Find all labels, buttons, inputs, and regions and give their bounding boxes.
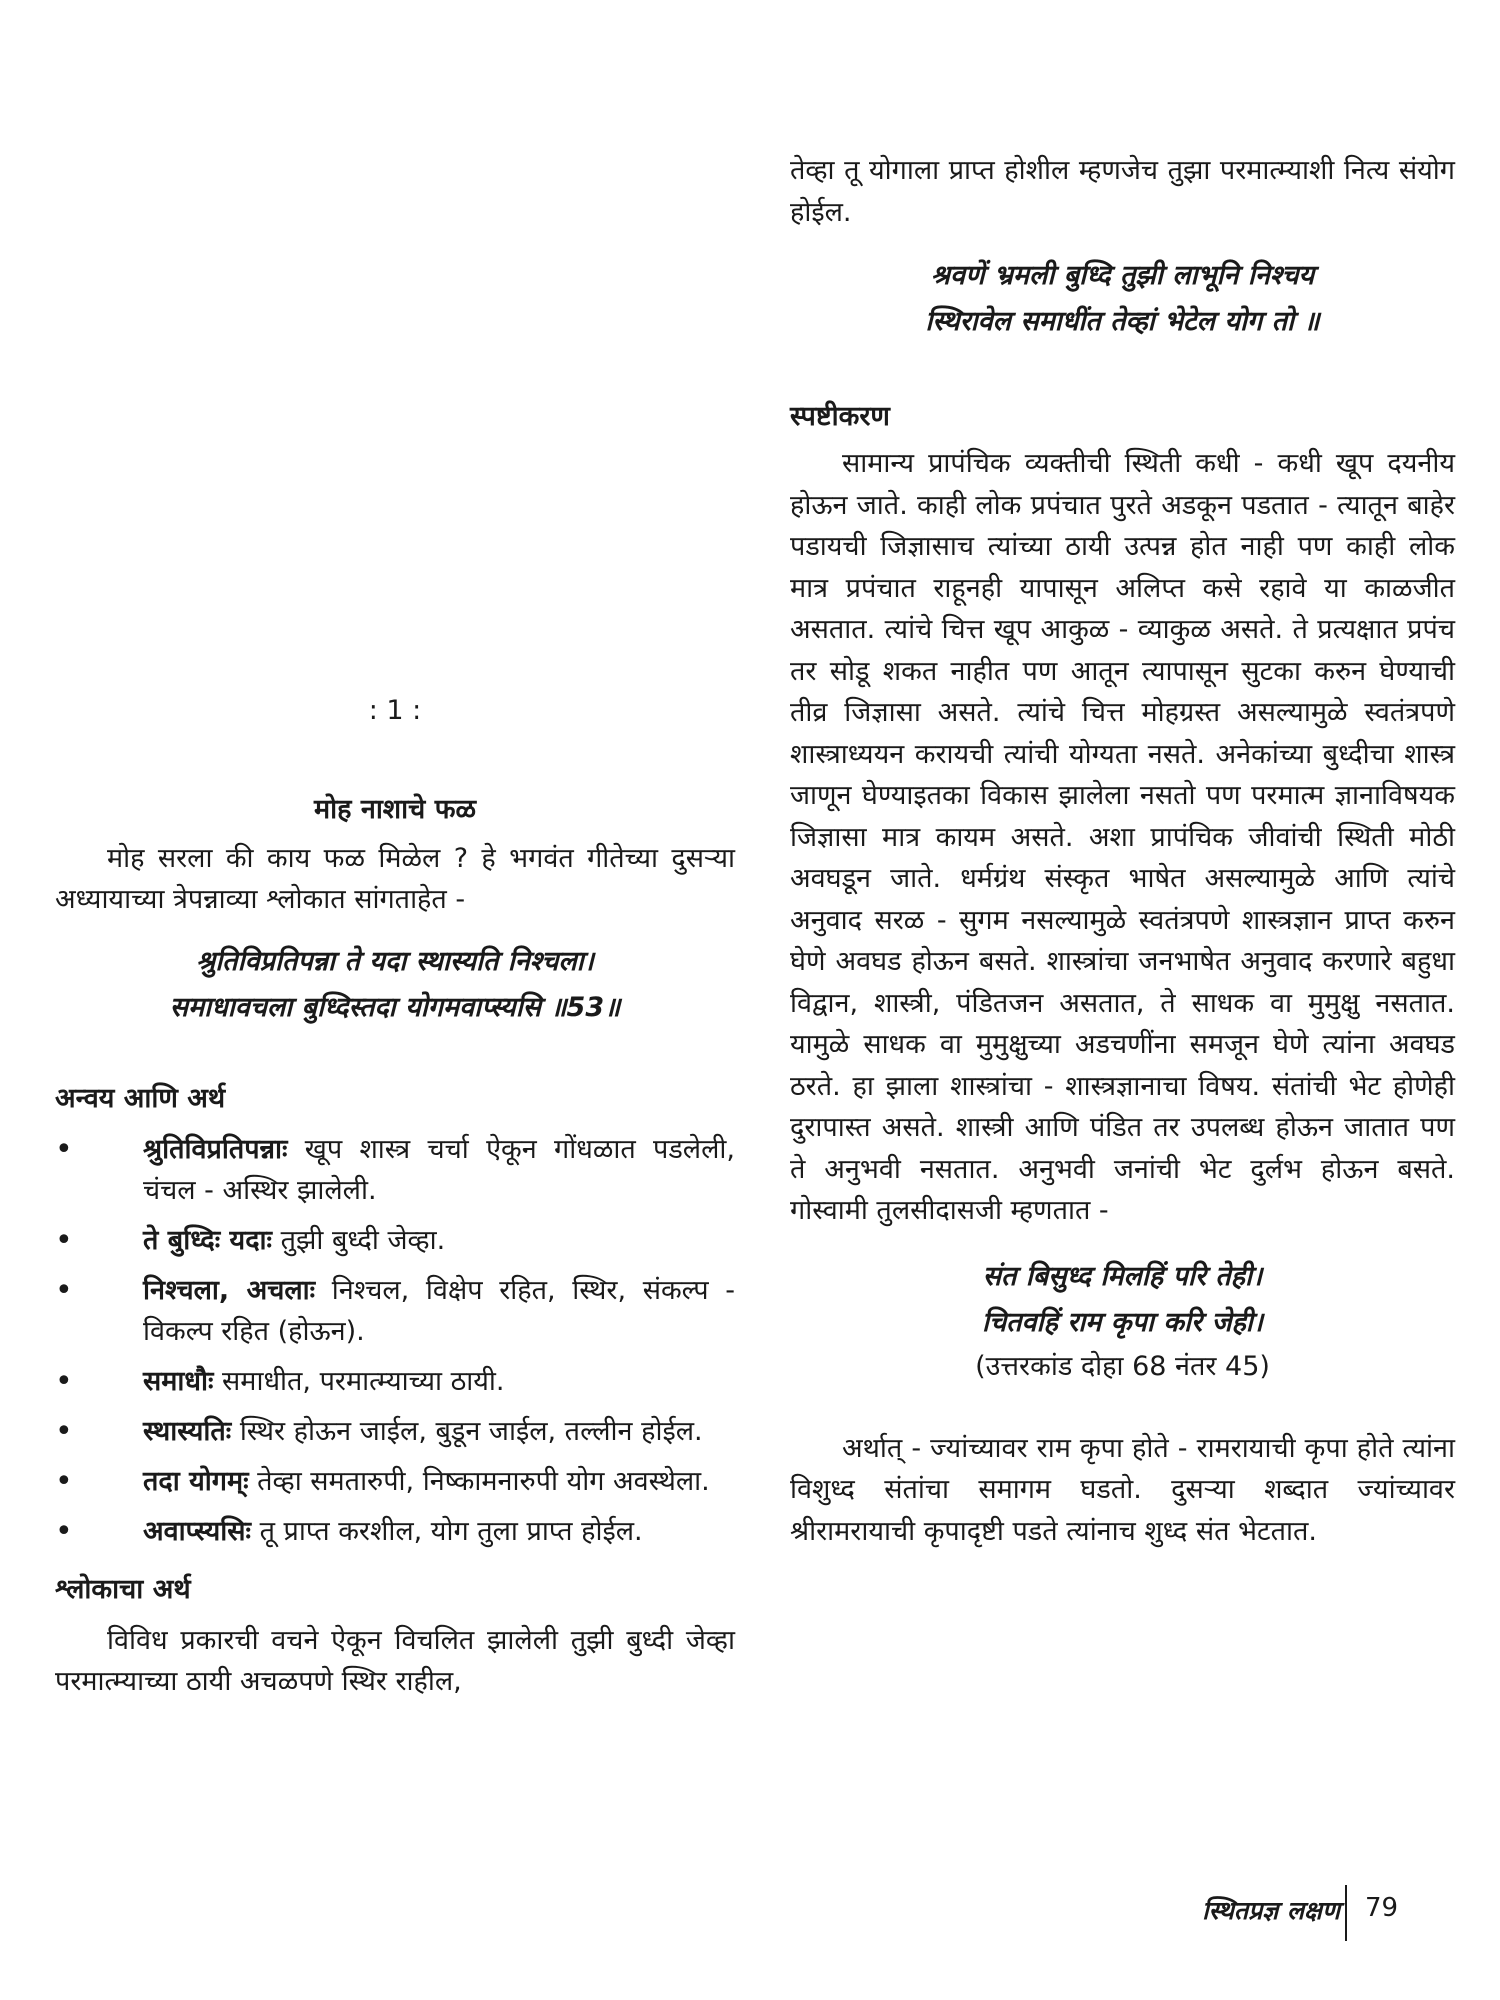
section-title: मोह नाशाचे फळ <box>313 793 477 825</box>
meaning: स्थिर होऊन जाईल, बुडून जाईल, तल्लीन होईल. <box>239 1415 703 1447</box>
verse-line: चितवहिं राम कृपा करि जेही। <box>981 1306 1264 1338</box>
anvay-list <box>55 1129 735 1552</box>
section-heading: स्पष्टीकरण <box>790 401 890 432</box>
anvay-heading: अन्वय आणि अर्थ <box>55 1082 226 1114</box>
term: अवाप्स्यसिः <box>143 1515 251 1547</box>
meaning: खूप शास्त्र चर्चा ऐकून गोंधळात पडलेली, चंचल - अस्थिर झालेली. <box>143 1133 735 1206</box>
continued-paragraph: तेव्हा तू योगाला प्राप्त होशील म्हणजेच तुझा परमात्म्याशी नित्य संयोग होईल. <box>790 155 1455 228</box>
verse-block <box>790 253 1455 345</box>
bullet-icon: • <box>55 1222 73 1258</box>
meaning-paragraph: अर्थात् - ज्यांच्यावर राम कृपा होते - रामरायाची कृपा होते त्यांना विशुध्द संतांचा समागम घडतो. दुसऱ्या शब्दात ज्यांच्यावर श्रीरामरायाची कृपादृष्टी पडते त्यांनाच शुध्द संत भेटतात. <box>790 1432 1455 1547</box>
intro-paragraph: मोह सरला की काय फळ मिळेल ? हे भगवंत गीतेच्या दुसऱ्या अध्यायाच्या त्रेपन्नाव्या श्लोकात सांगताहेत - <box>55 842 735 915</box>
shloka-line: समाधावचला बुध्दिस्तदा योगमवाप्स्यसि ॥53॥ <box>169 991 621 1023</box>
term: समाधौः <box>143 1365 214 1397</box>
left-column <box>55 690 735 1703</box>
verse-line: श्रवणें भ्रमली बुध्दि तुझी लाभूनि निश्चय <box>930 260 1315 291</box>
bullet-icon: • <box>55 1363 73 1399</box>
term: ते बुध्दिः यदाः <box>143 1224 272 1256</box>
list-item <box>55 1411 735 1452</box>
shloka-line: श्रुतिविप्रतिपन्ना ते यदा स्थास्यति निश्चला। <box>196 945 594 977</box>
list-item <box>55 1220 735 1261</box>
verse-line: स्थिरावेल समाधींत तेव्हां भेटेल योग तो ॥ <box>925 306 1320 337</box>
meaning: तुझी बुध्दी जेव्हा. <box>280 1224 446 1256</box>
shloka-meaning-heading: श्लोकाचा अर्थ <box>55 1573 191 1605</box>
term: श्रुतिविप्रतिपन्नाः <box>143 1133 288 1165</box>
list-item <box>55 1270 735 1352</box>
list-item <box>55 1129 735 1211</box>
page-number: 79 <box>1365 1893 1399 1923</box>
bullet-icon: • <box>55 1513 73 1549</box>
running-footer-title: स्थितप्रज्ञ लक्षण <box>1202 1896 1340 1925</box>
term: निश्चला, अचलाः <box>143 1274 316 1306</box>
shloka-meaning-paragraph: विविध प्रकारची वचने ऐकून विचलित झालेली तुझी बुध्दी जेव्हा परमात्म्याच्या ठायी अचळपणे स्थिर राहील, <box>55 1624 735 1697</box>
right-column <box>790 150 1455 1552</box>
list-item <box>55 1461 735 1502</box>
list-item <box>55 1361 735 1402</box>
bullet-icon: • <box>55 1463 73 1499</box>
bullet-icon: • <box>55 1272 73 1308</box>
bullet-icon: • <box>55 1131 73 1167</box>
term: तदा योगम्ः <box>143 1465 249 1497</box>
meaning: तू प्राप्त करशील, योग तुला प्राप्त होईल. <box>259 1515 643 1547</box>
footer-divider <box>1345 1885 1347 1941</box>
quote-block <box>790 1254 1455 1388</box>
page-footer <box>1170 1885 1460 1945</box>
meaning: समाधीत, परमात्म्याच्या ठायी. <box>222 1365 505 1397</box>
meaning: तेव्हा समतारुपी, निष्कामनारुपी योग अवस्थेला. <box>257 1465 710 1497</box>
verse-line: संत बिसुध्द मिलहिं परि तेही। <box>982 1260 1263 1292</box>
list-item <box>55 1511 735 1552</box>
shloka-block <box>55 939 735 1031</box>
bullet-icon: • <box>55 1413 73 1449</box>
meaning: निश्चल, विक्षेप रहित, स्थिर, संकल्प - विकल्प रहित (होऊन). <box>143 1274 735 1347</box>
explanation-paragraph: सामान्य प्रापंचिक व्यक्तीची स्थिती कधी - कधी खूप दयनीय होऊन जाते. काही लोक प्रपंचात पुरते अडकून पडतात - त्यातून बाहेर पडायची जिज्ञासाच त्यांच्या ठायी उत्पन्न होत नाही पण काही लोक मात्र प्रपंचात राहूनही यापासून अलिप्त कसे रहावे या काळजीत असतात. त्यांचे चित्त खूप आकुळ - व्याकुळ असते. ते प्रत्यक्षात प्रपंच तर सोडू शकत नाहीत पण आतून त्यापासून सुटका करुन घेण्याची तीव्र जिज्ञासा असते. त्यांचे चित्त मोहग्रस्त असल्यामुळे स्वतंत्रपणे शास्त्राध्ययन करायची त्यांची योग्यता नसते. अनेकांच्या बुध्दीचा शास्त्र जाणून घेण्याइतका विकास झालेला नसतो पण परमात्म ज्ञानाविषयक जिज्ञासा मात्र कायम असते. अशा प्रापंचिक जीवांची स्थिती मोठी अवघडून जाते. धर्मग्रंथ संस्कृत भाषेत असल्यामुळे आणि त्यांचे अनुवाद सरळ - सुगम नसल्यामुळे स्वतंत्रपणे शास्त्रज्ञान प्राप्त करुन घेणे अवघड होऊन बसते. शास्त्रांचा जनभाषेत अनुवाद करणारे बहुधा विद्वान, शास्त्री, पंडितजन असतात, ते साधक वा मुमुक्षु नसतात. यामुळे साधक वा मुमुक्षुच्या अडचणींना समजून घेणे त्यांना अवघड ठरते. हा झाला शास्त्रांचा - शास्त्रज्ञानाचा विषय. संतांची भेट होणेही दुरापास्त असते. शास्त्री आणि पंडित तर उपलब्ध होऊन जातात पण ते अनुभवी नसतात. अनुभवी जनांची भेट दुर्लभ होऊन बसते. गोस्वामी तुलसीदासजी म्हणतात - <box>790 448 1455 1226</box>
term: स्थास्यतिः <box>143 1415 232 1447</box>
verse-reference: (उत्तरकांड दोहा 68 नंतर 45) <box>975 1350 1270 1382</box>
chapter-mark: : 1 : <box>368 695 422 726</box>
